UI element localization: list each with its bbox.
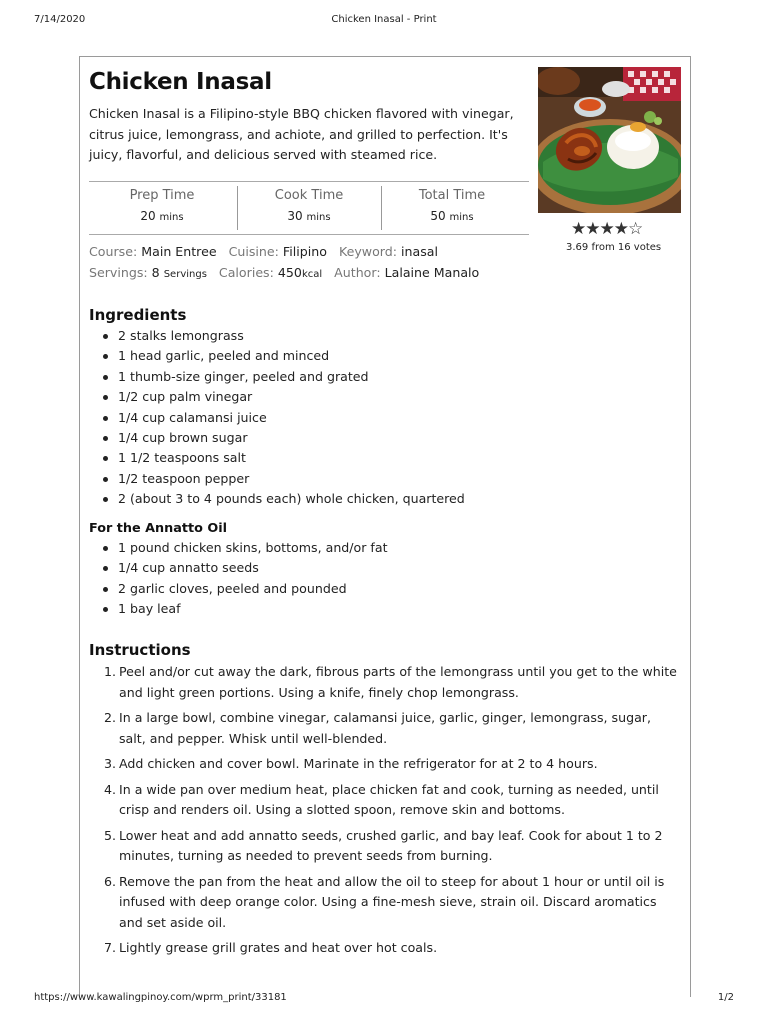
ingredient-item: 1/4 cup brown sugar [89,428,465,448]
step-number: 1. [104,664,117,679]
total-time-number: 50 [430,209,446,223]
instructions-list [89,662,679,964]
prep-time-number: 20 [140,209,156,223]
print-date: 7/14/2020 [34,14,86,25]
ingredient-item: 1 head garlic, peeled and minced [89,346,465,366]
prep-time [89,182,235,234]
instruction-step [89,754,679,775]
step-text: In a wide pan over medium heat, place chicken fat and cook, turning as needed, until crisp and renders oil. Using a slotted spoon, remove skin and bottoms. [119,781,659,817]
servings-label: Servings: [89,265,148,280]
recipe-title: Chicken Inasal [89,69,272,95]
recipe-times [89,181,529,235]
annatto-ingredients-list [89,538,388,620]
author-label: Author: [334,265,381,280]
step-number: 5. [104,827,117,843]
prep-time-value [89,209,235,223]
ingredient-item: 2 garlic cloves, peeled and pounded [89,579,388,599]
recipe-image [538,67,681,213]
instructions-heading: Instructions [89,641,191,659]
step-text: Add chicken and cover bowl. Marinate in the refrigerator for at 2 to 4 hours. [119,756,598,771]
ingredient-item: 1 bay leaf [89,599,388,619]
cook-time-unit: mins [306,212,331,223]
ingredient-item: 1/2 cup palm vinegar [89,387,465,407]
cook-time-number: 30 [287,209,303,223]
prep-time-unit: mins [159,212,184,223]
keyword-label: Keyword: [338,244,397,259]
print-title: Chicken Inasal - Print [331,14,437,25]
total-time-value [379,209,525,223]
step-text: Peel and/or cut away the dark, fibrous parts of the lemongrass until you get to the white and light green portions. Using a knife, finely chop lemongrass. [119,664,677,700]
rating-text: 3.69 from 16 votes [566,242,662,253]
recipe-summary: Chicken Inasal is a Filipino-style BBQ chicken flavored with vinegar, citrus juice, lemongrass, and achiote, and grilled to perfection. It's juicy, flavorful, and delicious served with steamed rice. [89,106,514,162]
chicken-plate-illustration [538,67,681,213]
total-time-unit: mins [449,212,474,223]
servings-unit: Servings [163,269,207,280]
instruction-step [89,708,679,749]
instruction-step [89,662,679,703]
prep-time-label: Prep Time [129,188,195,203]
step-text: In a large bowl, combine vinegar, calamansi juice, garlic, ginger, lemongrass, sugar, salt, and pepper. Whisk until well-blended. [119,710,651,746]
recipe-meta-line-1 [89,244,438,259]
ingredient-item: 1/4 cup calamansi juice [89,408,465,428]
ingredients-heading: Ingredients [89,306,187,324]
cook-time-label: Cook Time [274,188,344,203]
keyword-value: inasal [401,244,438,259]
cook-time-value [236,209,382,223]
step-number: 3. [104,756,117,771]
ingredient-item: 2 stalks lemongrass [89,326,465,346]
step-number: 2. [104,710,117,725]
instruction-step [89,872,679,934]
calories-unit: kcal [301,269,323,280]
author-value: Lalaine Manalo [384,265,480,280]
ingredient-item: 1 pound chicken skins, bottoms, and/or fat [89,538,388,558]
ingredient-item: 1/2 teaspoon pepper [89,469,465,489]
ingredient-item: 1/4 cup annatto seeds [89,558,388,578]
print-header [0,14,768,30]
course-value: Main Entree [141,244,217,259]
ingredient-item: 2 (about 3 to 4 pounds each) whole chicken, quartered [89,489,465,509]
step-text: Lower heat and add annatto seeds, crushed garlic, and bay leaf. Cook for about 1 to 2 minutes, turning as needed to prevent seeds from burning. [119,827,663,863]
cuisine-value: Filipino [282,244,327,259]
total-time-label: Total Time [418,188,486,203]
calories-value: 450 [277,265,302,280]
annatto-oil-heading: For the Annatto Oil [89,521,228,536]
step-number: 7. [104,940,117,955]
ingredient-item: 1 1/2 teaspoons salt [89,448,465,468]
step-text: Remove the pan from the heat and allow the oil to steep for about 1 hour or until oil is infused with deep orange color. Using a fine-mesh sieve, strain oil. Discard aromatics and set aside oil. [119,873,665,930]
servings-value: 8 [151,265,160,280]
step-number: 6. [104,873,117,889]
page-number: 1/2 [717,992,734,1003]
total-time [379,182,525,234]
print-url[interactable]: https://www.kawalingpinoy.com/wprm_print/33181 [34,992,287,1003]
cook-time [236,182,382,234]
step-text: Lightly grease grill grates and heat over hot coals. [119,940,438,955]
instruction-step [89,938,679,959]
instruction-step [89,826,679,867]
recipe-meta-line-2 [89,265,479,280]
ingredients-list [89,326,465,510]
ingredient-item: 1 thumb-size ginger, peeled and grated [89,367,465,387]
step-number: 4. [104,781,117,797]
calories-label: Calories: [218,265,274,280]
rating-stars[interactable]: ★★★★☆ [571,219,643,239]
instruction-step [89,780,679,821]
cuisine-label: Cuisine: [228,244,279,259]
course-label: Course: [89,244,138,259]
